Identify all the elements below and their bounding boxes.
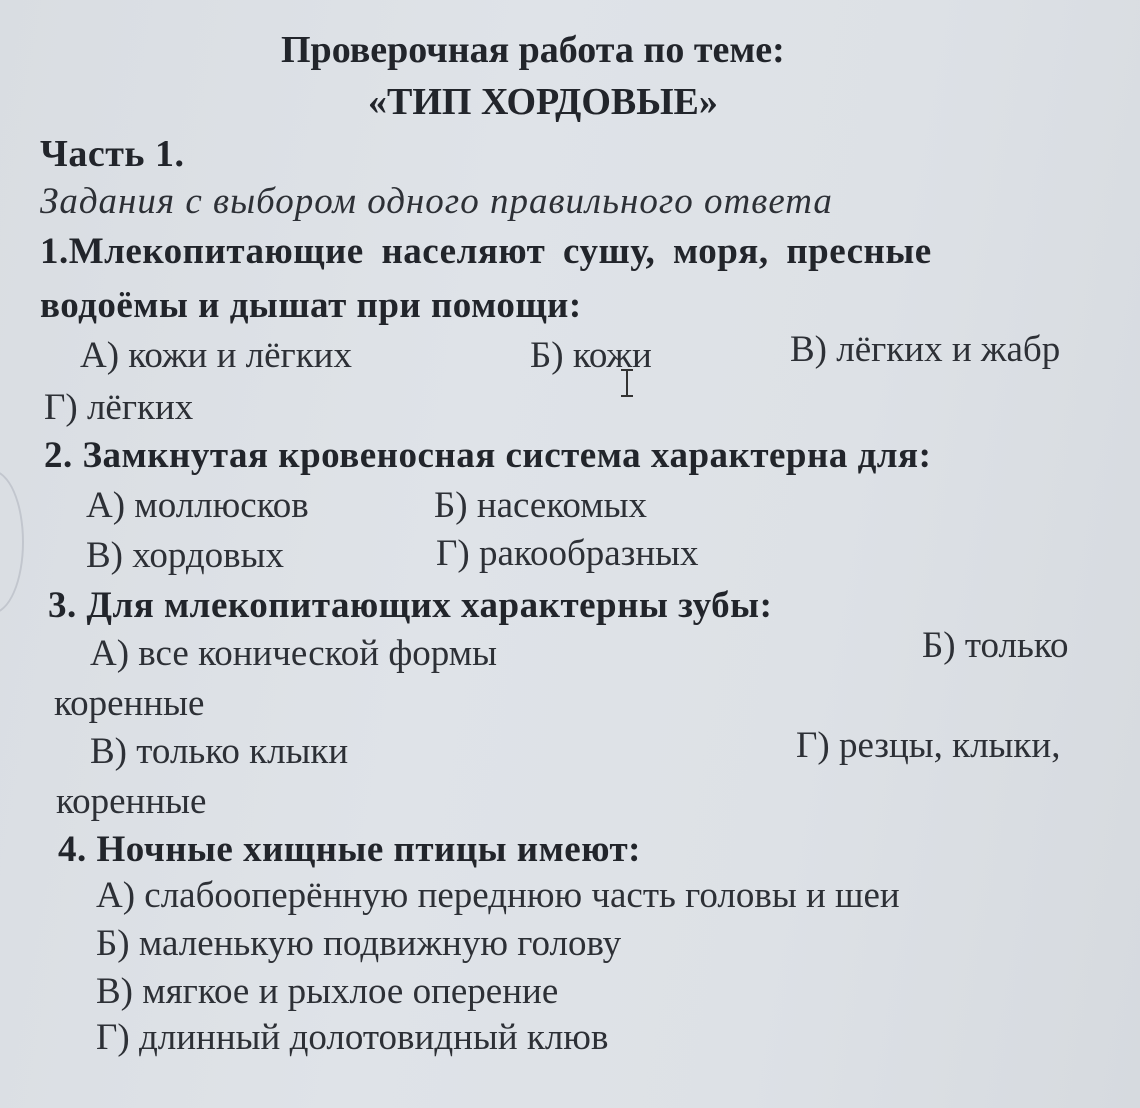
- q3-option-g: Г) резцы, клыки,: [796, 725, 1061, 766]
- q3-option-v: В) только клыки: [90, 731, 349, 772]
- question-1-line-1: 1.Млекопитающие населяют сушу, моря, пресные: [40, 231, 932, 272]
- page-edge-shadow: [0, 470, 24, 614]
- question-1-line-2: водоёмы и дышат при помощи:: [40, 285, 582, 326]
- q4-option-g: Г) длинный долотовидный клюв: [96, 1017, 609, 1058]
- question-4-text: 4. Ночные хищные птицы имеют:: [58, 829, 641, 870]
- title-line-2: «ТИП ХОРДОВЫЕ»: [368, 81, 718, 123]
- q4-option-a: А) слабооперённую переднюю часть головы и шеи: [96, 875, 900, 916]
- part-heading: Часть 1.: [40, 133, 185, 175]
- q2-option-b: Б) насекомых: [434, 485, 648, 526]
- text-cursor-icon: [617, 368, 637, 398]
- q1-option-g: Г) лёгких: [44, 387, 194, 428]
- question-3-text: 3. Для млекопитающих характерны зубы:: [48, 585, 773, 626]
- title-line-1: Проверочная работа по теме:: [281, 29, 785, 71]
- instruction-text: Задания с выбором одного правильного ответа: [40, 181, 833, 222]
- q1-option-b: Б) кожи: [530, 335, 652, 376]
- q3-option-a: А) все конической формы: [90, 633, 497, 674]
- q3-option-b: Б) только: [922, 625, 1069, 666]
- q4-option-b: Б) маленькую подвижную голову: [96, 923, 622, 964]
- q2-option-a: А) моллюсков: [86, 485, 309, 526]
- q2-option-v: В) хордовых: [86, 535, 285, 576]
- q1-option-a: А) кожи и лёгких: [80, 335, 352, 376]
- question-2-text: 2. Замкнутая кровеносная система характерна для:: [44, 435, 932, 476]
- q2-option-g: Г) ракообразных: [436, 533, 699, 574]
- q3-option-b-continued: коренные: [54, 683, 205, 724]
- q1-option-v: В) лёгких и жабр: [790, 329, 1061, 370]
- q3-option-g-continued: коренные: [56, 781, 207, 822]
- q4-option-v: В) мягкое и рыхлое оперение: [96, 971, 559, 1012]
